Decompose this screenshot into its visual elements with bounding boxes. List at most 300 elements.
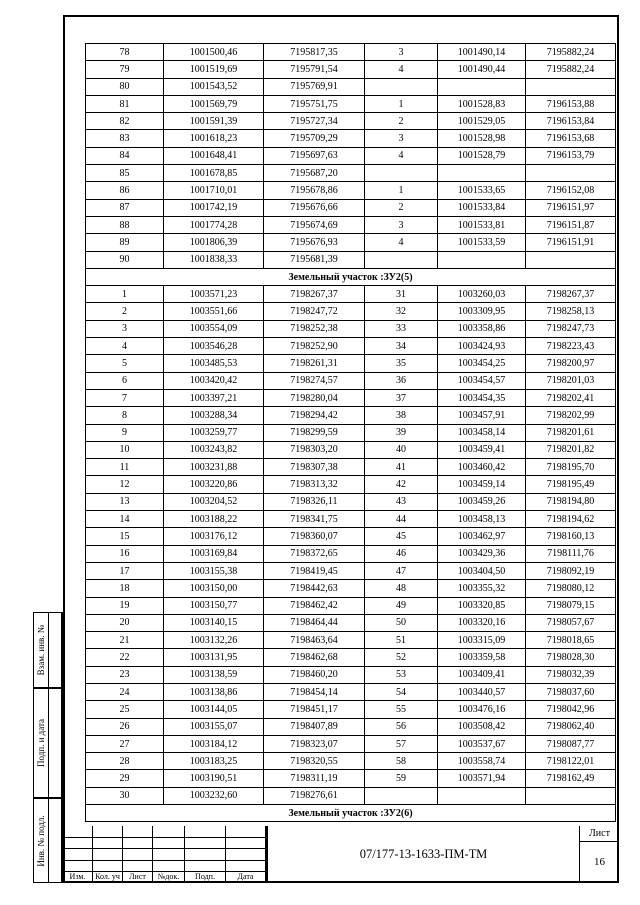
table-row (86, 597, 616, 614)
x-coordinate: 1003138,86 (164, 683, 264, 700)
table-row (86, 286, 616, 303)
table-row (86, 493, 616, 510)
y-coordinate: 7195678,86 (264, 182, 365, 199)
table-row (86, 338, 616, 355)
point-number: 24 (86, 683, 164, 700)
table-row (86, 562, 616, 579)
y-coordinate: 7195791,54 (264, 61, 365, 78)
y-coordinate: 7198223,43 (526, 338, 616, 355)
point-number: 8 (86, 407, 164, 424)
point-number: 9 (86, 424, 164, 441)
section-title: Земельный участок :ЗУ2(6) (86, 805, 616, 822)
y-coordinate: 7198311,19 (264, 770, 365, 787)
point-number: 85 (86, 165, 164, 182)
table-row (86, 770, 616, 787)
x-coordinate: 1003459,26 (438, 493, 526, 510)
x-coordinate: 1003409,41 (438, 666, 526, 683)
x-coordinate: 1001678,85 (164, 165, 264, 182)
x-coordinate: 1003155,07 (164, 718, 264, 735)
x-coordinate: 1003420,42 (164, 372, 264, 389)
y-coordinate: 7198037,60 (526, 683, 616, 700)
y-coordinate: 7195769,91 (264, 78, 365, 95)
y-coordinate: 7198160,13 (526, 528, 616, 545)
x-coordinate: 1003309,95 (438, 303, 526, 320)
y-coordinate: 7196153,84 (526, 113, 616, 130)
x-coordinate: 1003462,97 (438, 528, 526, 545)
table-row (86, 735, 616, 752)
point-number: 88 (86, 216, 164, 233)
x-coordinate: 1003260,03 (438, 286, 526, 303)
title-block-header: №док. (153, 871, 185, 883)
x-coordinate: 1003190,51 (164, 770, 264, 787)
y-coordinate: 7198018,65 (526, 632, 616, 649)
point-number: 29 (86, 770, 164, 787)
x-coordinate: 1003454,57 (438, 372, 526, 389)
x-coordinate: 1001806,39 (164, 234, 264, 251)
point-number: 30 (86, 787, 164, 804)
y-coordinate: 7198162,49 (526, 770, 616, 787)
x-coordinate (438, 78, 526, 95)
y-coordinate: 7198463,64 (264, 632, 365, 649)
table-row (86, 683, 616, 700)
title-block-cell (93, 849, 123, 861)
x-coordinate: 1003476,16 (438, 701, 526, 718)
point-number: 44 (365, 511, 438, 528)
table-row (86, 199, 616, 216)
x-coordinate: 1003429,36 (438, 545, 526, 562)
y-coordinate: 7198062,40 (526, 718, 616, 735)
x-coordinate: 1003320,85 (438, 597, 526, 614)
y-coordinate: 7198313,32 (264, 476, 365, 493)
table-row (86, 441, 616, 458)
x-coordinate: 1001774,28 (164, 216, 264, 233)
title-block-cell (123, 849, 153, 861)
title-block-cell (63, 838, 93, 850)
x-coordinate: 1001533,59 (438, 234, 526, 251)
x-coordinate: 1003220,86 (164, 476, 264, 493)
point-number: 45 (365, 528, 438, 545)
side-field-vzam (33, 612, 63, 688)
point-number: 87 (86, 199, 164, 216)
x-coordinate: 1003155,38 (164, 562, 264, 579)
point-number: 10 (86, 441, 164, 458)
table-row (86, 407, 616, 424)
point-number: 78 (86, 44, 164, 61)
y-coordinate: 7198032,39 (526, 666, 616, 683)
point-number: 15 (86, 528, 164, 545)
table-row (86, 424, 616, 441)
table-row (86, 303, 616, 320)
point-number: 1 (365, 95, 438, 112)
y-coordinate (526, 78, 616, 95)
title-block-cell (153, 826, 185, 838)
x-coordinate: 1003231,88 (164, 459, 264, 476)
y-coordinate: 7196151,97 (526, 199, 616, 216)
x-coordinate: 1003537,67 (438, 735, 526, 752)
table-row (86, 95, 616, 112)
point-number: 1 (365, 182, 438, 199)
point-number: 22 (86, 649, 164, 666)
title-block-header: Изм. (63, 871, 93, 883)
y-coordinate: 7198122,01 (526, 753, 616, 770)
y-coordinate: 7195751,75 (264, 95, 365, 112)
x-coordinate: 1003184,12 (164, 735, 264, 752)
x-coordinate: 1003458,14 (438, 424, 526, 441)
y-coordinate: 7198407,89 (264, 718, 365, 735)
title-block-cell (185, 849, 226, 861)
x-coordinate: 1003355,32 (438, 580, 526, 597)
point-number: 79 (86, 61, 164, 78)
point-number: 21 (86, 632, 164, 649)
point-number: 2 (86, 303, 164, 320)
point-number (365, 787, 438, 804)
x-coordinate: 1003458,13 (438, 511, 526, 528)
point-number: 2 (365, 113, 438, 130)
title-block-header: Лист (123, 871, 153, 883)
title-block-cell (123, 838, 153, 850)
y-coordinate: 7198323,07 (264, 735, 365, 752)
y-coordinate: 7198201,61 (526, 424, 616, 441)
y-coordinate: 7198460,20 (264, 666, 365, 683)
title-block-cell (123, 826, 153, 838)
y-coordinate: 7198252,38 (264, 320, 365, 337)
table-row (86, 78, 616, 95)
table-row (86, 476, 616, 493)
y-coordinate: 7198202,99 (526, 407, 616, 424)
x-coordinate: 1003571,23 (164, 286, 264, 303)
point-number: 56 (365, 718, 438, 735)
y-coordinate: 7195727,34 (264, 113, 365, 130)
table-row (86, 113, 616, 130)
table-row (86, 580, 616, 597)
table-row (86, 251, 616, 268)
x-coordinate: 1001490,44 (438, 61, 526, 78)
point-number: 36 (365, 372, 438, 389)
section-row (86, 805, 616, 822)
y-coordinate: 7198267,37 (264, 286, 365, 303)
point-number: 46 (365, 545, 438, 562)
section-row (86, 268, 616, 285)
point-number: 41 (365, 459, 438, 476)
y-coordinate: 7196151,91 (526, 234, 616, 251)
x-coordinate: 1001838,33 (164, 251, 264, 268)
point-number: 1 (86, 286, 164, 303)
point-number: 3 (86, 320, 164, 337)
y-coordinate: 7198195,70 (526, 459, 616, 476)
point-number: 38 (365, 407, 438, 424)
point-number: 35 (365, 355, 438, 372)
x-coordinate: 1003558,74 (438, 753, 526, 770)
point-number: 51 (365, 632, 438, 649)
title-block-header: Подп. (185, 871, 226, 883)
point-number: 3 (365, 130, 438, 147)
point-number: 50 (365, 614, 438, 631)
x-coordinate: 1001528,98 (438, 130, 526, 147)
title-block-cell (226, 849, 266, 861)
point-number: 33 (365, 320, 438, 337)
point-number: 12 (86, 476, 164, 493)
x-coordinate: 1001591,39 (164, 113, 264, 130)
x-coordinate: 1003358,86 (438, 320, 526, 337)
point-number: 28 (86, 753, 164, 770)
side-field-podp (33, 688, 63, 798)
x-coordinate: 1003454,35 (438, 389, 526, 406)
point-number: 82 (86, 113, 164, 130)
title-block-cell (93, 838, 123, 850)
point-number: 4 (365, 147, 438, 164)
y-coordinate: 7195674,69 (264, 216, 365, 233)
point-number: 48 (365, 580, 438, 597)
y-coordinate: 7198360,07 (264, 528, 365, 545)
title-block-cell (185, 826, 226, 838)
x-coordinate: 1001543,52 (164, 78, 264, 95)
x-coordinate: 1003440,57 (438, 683, 526, 700)
sheet-number: 16 (594, 856, 605, 868)
point-number: 7 (86, 389, 164, 406)
x-coordinate: 1001519,69 (164, 61, 264, 78)
point-number: 40 (365, 441, 438, 458)
y-coordinate: 7198274,57 (264, 372, 365, 389)
x-coordinate: 1003288,34 (164, 407, 264, 424)
x-coordinate: 1003232,60 (164, 787, 264, 804)
y-coordinate: 7198276,61 (264, 787, 365, 804)
x-coordinate: 1003144,05 (164, 701, 264, 718)
y-coordinate: 7198042,96 (526, 701, 616, 718)
x-coordinate (438, 787, 526, 804)
x-coordinate: 1003459,41 (438, 441, 526, 458)
sheet-label: Лист (580, 826, 619, 842)
point-number: 54 (365, 683, 438, 700)
y-coordinate: 7195676,93 (264, 234, 365, 251)
point-number: 25 (86, 701, 164, 718)
point-number: 47 (365, 562, 438, 579)
table-row (86, 701, 616, 718)
x-coordinate: 1003485,53 (164, 355, 264, 372)
x-coordinate: 1003554,09 (164, 320, 264, 337)
x-coordinate: 1003320,16 (438, 614, 526, 631)
y-coordinate: 7198267,37 (526, 286, 616, 303)
table-row (86, 787, 616, 804)
point-number: 43 (365, 493, 438, 510)
x-coordinate: 1001569,79 (164, 95, 264, 112)
y-coordinate: 7195681,39 (264, 251, 365, 268)
y-coordinate: 7198419,45 (264, 562, 365, 579)
x-coordinate: 1001618,23 (164, 130, 264, 147)
point-number: 52 (365, 649, 438, 666)
point-number: 90 (86, 251, 164, 268)
point-number: 37 (365, 389, 438, 406)
x-coordinate: 1003169,84 (164, 545, 264, 562)
title-block-cell (63, 849, 93, 861)
table-row (86, 320, 616, 337)
x-coordinate: 1003259,77 (164, 424, 264, 441)
point-number: 19 (86, 597, 164, 614)
x-coordinate: 1003454,25 (438, 355, 526, 372)
x-coordinate: 1003457,91 (438, 407, 526, 424)
point-number: 13 (86, 493, 164, 510)
x-coordinate: 1001533,65 (438, 182, 526, 199)
side-field-inv (33, 798, 63, 883)
table-row (86, 718, 616, 735)
y-coordinate: 7195882,24 (526, 61, 616, 78)
point-number: 2 (365, 199, 438, 216)
x-coordinate: 1001490,14 (438, 44, 526, 61)
side-label-vzam: Взам. инв. № (36, 624, 46, 676)
y-coordinate: 7195676,66 (264, 199, 365, 216)
x-coordinate: 1003150,00 (164, 580, 264, 597)
y-coordinate: 7198303,20 (264, 441, 365, 458)
y-coordinate: 7195817,35 (264, 44, 365, 61)
point-number: 26 (86, 718, 164, 735)
point-number (365, 251, 438, 268)
y-coordinate: 7198080,12 (526, 580, 616, 597)
title-block-cell (226, 826, 266, 838)
x-coordinate: 1003138,59 (164, 666, 264, 683)
point-number: 14 (86, 511, 164, 528)
y-coordinate (526, 787, 616, 804)
y-coordinate: 7198195,49 (526, 476, 616, 493)
point-number: 34 (365, 338, 438, 355)
y-coordinate: 7198462,68 (264, 649, 365, 666)
point-number: 80 (86, 78, 164, 95)
y-coordinate: 7198261,31 (264, 355, 365, 372)
point-number: 59 (365, 770, 438, 787)
x-coordinate: 1003176,12 (164, 528, 264, 545)
point-number: 42 (365, 476, 438, 493)
side-label-podp: Подп. и дата (36, 718, 46, 768)
point-number: 58 (365, 753, 438, 770)
x-coordinate: 1001710,01 (164, 182, 264, 199)
x-coordinate: 1001648,41 (164, 147, 264, 164)
point-number: 11 (86, 459, 164, 476)
title-block-cell (63, 826, 93, 838)
point-number: 27 (86, 735, 164, 752)
x-coordinate: 1003546,28 (164, 338, 264, 355)
y-coordinate: 7196153,79 (526, 147, 616, 164)
y-coordinate: 7198294,42 (264, 407, 365, 424)
x-coordinate: 1003460,42 (438, 459, 526, 476)
table-row (86, 372, 616, 389)
x-coordinate (438, 251, 526, 268)
table-row (86, 165, 616, 182)
point-number (365, 78, 438, 95)
point-number: 23 (86, 666, 164, 683)
x-coordinate: 1001533,81 (438, 216, 526, 233)
point-number: 55 (365, 701, 438, 718)
table-row (86, 234, 616, 251)
point-number: 39 (365, 424, 438, 441)
table-row (86, 44, 616, 61)
point-number: 53 (365, 666, 438, 683)
table-row (86, 545, 616, 562)
y-coordinate: 7196152,08 (526, 182, 616, 199)
x-coordinate: 1001529,05 (438, 113, 526, 130)
point-number: 31 (365, 286, 438, 303)
y-coordinate: 7198307,38 (264, 459, 365, 476)
y-coordinate: 7198252,90 (264, 338, 365, 355)
point-number: 57 (365, 735, 438, 752)
y-coordinate: 7196153,88 (526, 95, 616, 112)
point-number: 3 (365, 44, 438, 61)
point-number: 83 (86, 130, 164, 147)
title-block-cell (93, 826, 123, 838)
y-coordinate: 7198079,15 (526, 597, 616, 614)
point-number: 4 (365, 61, 438, 78)
y-coordinate: 7198087,77 (526, 735, 616, 752)
x-coordinate: 1001742,19 (164, 199, 264, 216)
point-number: 6 (86, 372, 164, 389)
x-coordinate: 1003404,50 (438, 562, 526, 579)
point-number: 4 (365, 234, 438, 251)
table-row (86, 61, 616, 78)
point-number: 49 (365, 597, 438, 614)
point-number: 32 (365, 303, 438, 320)
section-title: Земельный участок :ЗУ2(5) (86, 268, 616, 285)
point-number (365, 165, 438, 182)
side-label-inv: Инв. № подл. (36, 814, 46, 867)
x-coordinate: 1001500,46 (164, 44, 264, 61)
title-block-cell (226, 838, 266, 850)
x-coordinate: 1003131,95 (164, 649, 264, 666)
x-coordinate: 1003571,94 (438, 770, 526, 787)
y-coordinate: 7198464,44 (264, 614, 365, 631)
table-row (86, 182, 616, 199)
title-block-header: Дата (226, 871, 266, 883)
y-coordinate: 7198194,62 (526, 511, 616, 528)
table-row (86, 355, 616, 372)
point-number: 16 (86, 545, 164, 562)
table-row (86, 459, 616, 476)
y-coordinate: 7198454,14 (264, 683, 365, 700)
point-number: 4 (86, 338, 164, 355)
point-number: 17 (86, 562, 164, 579)
y-coordinate: 7198326,11 (264, 493, 365, 510)
y-coordinate: 7195697,63 (264, 147, 365, 164)
x-coordinate: 1003459,14 (438, 476, 526, 493)
y-coordinate: 7198462,42 (264, 597, 365, 614)
y-coordinate (526, 251, 616, 268)
table-row (86, 130, 616, 147)
point-number: 81 (86, 95, 164, 112)
y-coordinate: 7198200,97 (526, 355, 616, 372)
table-row (86, 511, 616, 528)
x-coordinate: 1003150,77 (164, 597, 264, 614)
x-coordinate: 1001528,83 (438, 95, 526, 112)
point-number: 18 (86, 580, 164, 597)
y-coordinate: 7198280,04 (264, 389, 365, 406)
title-block-cell (185, 838, 226, 850)
y-coordinate: 7198451,17 (264, 701, 365, 718)
title-block-cell (153, 838, 185, 850)
y-coordinate: 7198194,80 (526, 493, 616, 510)
x-coordinate: 1003508,42 (438, 718, 526, 735)
y-coordinate: 7195687,20 (264, 165, 365, 182)
point-number: 3 (365, 216, 438, 233)
point-number: 20 (86, 614, 164, 631)
x-coordinate: 1003243,82 (164, 441, 264, 458)
table-row (86, 753, 616, 770)
x-coordinate: 1003359,58 (438, 649, 526, 666)
x-coordinate: 1001533,84 (438, 199, 526, 216)
x-coordinate: 1001528,79 (438, 147, 526, 164)
y-coordinate: 7198372,65 (264, 545, 365, 562)
y-coordinate: 7198111,76 (526, 545, 616, 562)
coordinates-table (85, 43, 616, 822)
x-coordinate: 1003140,15 (164, 614, 264, 631)
table-row (86, 666, 616, 683)
y-coordinate: 7198320,55 (264, 753, 365, 770)
table-row (86, 147, 616, 164)
